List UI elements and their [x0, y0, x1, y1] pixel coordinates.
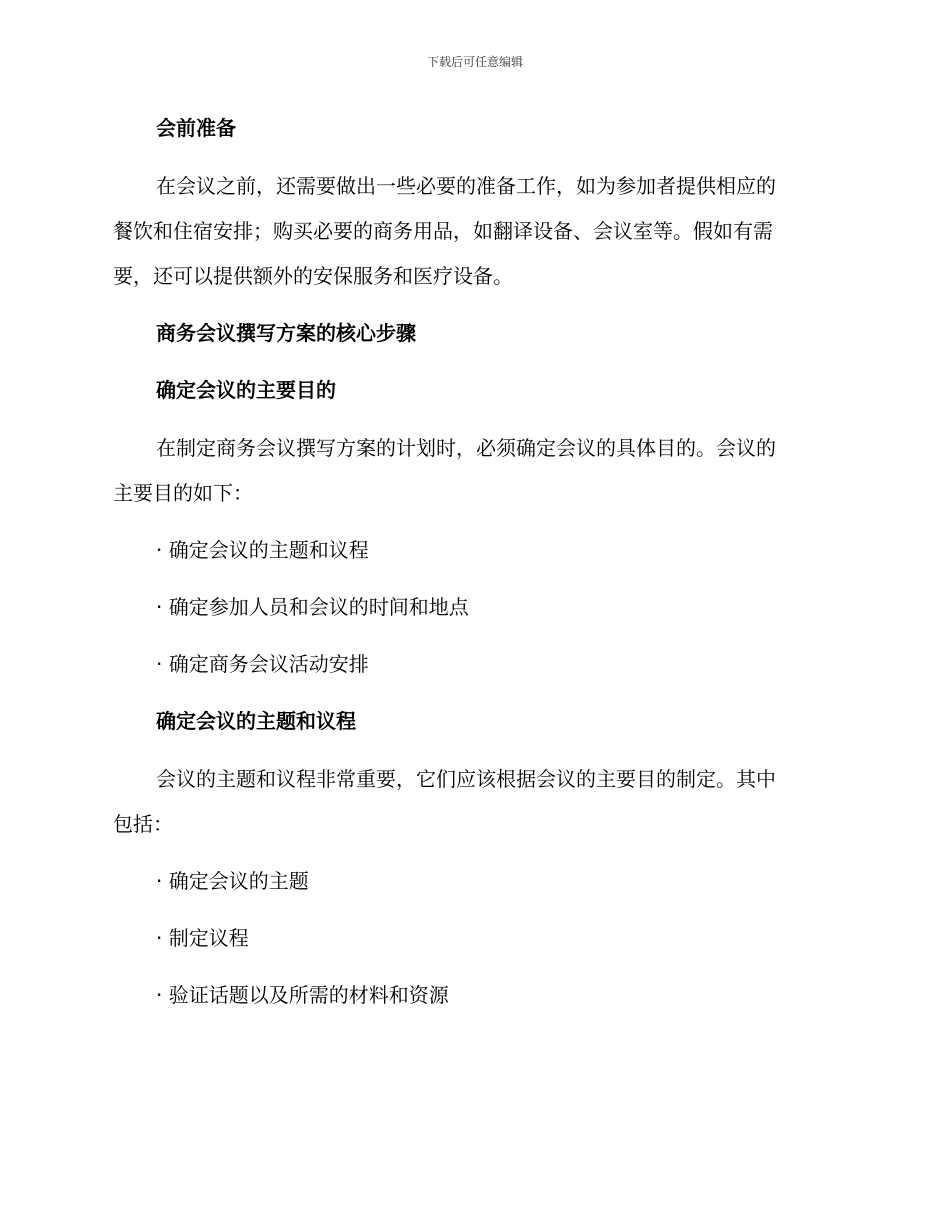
- heading-meeting-preparation: 会前准备: [156, 116, 236, 140]
- page-header: 下载后可任意编辑: [426, 55, 523, 69]
- paragraph-line: 要，还可以提供额外的安保服务和医疗设备。: [113, 264, 513, 288]
- list-item: · 确定参加人员和会议的时间和地点: [156, 595, 469, 619]
- list-item: · 验证话题以及所需的材料和资源: [156, 983, 449, 1007]
- heading-theme-agenda: 确定会议的主题和议程: [156, 709, 356, 733]
- paragraph-line: 会议的主题和议程非常重要，它们应该根据会议的主要目的制定。其中: [156, 767, 776, 791]
- list-item: · 确定会议的主题和议程: [156, 538, 369, 562]
- paragraph-line: 餐饮和住宿安排；购买必要的商务用品，如翻译设备、会议室等。假如有需: [113, 219, 773, 243]
- list-item: · 确定商务会议活动安排: [156, 652, 369, 676]
- paragraph-line: 在制定商务会议撰写方案的计划时，必须确定会议的具体目的。会议的: [156, 436, 776, 460]
- heading-main-purpose: 确定会议的主要目的: [156, 378, 336, 402]
- paragraph-line: 包括：: [113, 812, 173, 836]
- paragraph-line: 在会议之前，还需要做出一些必要的准备工作，如为参加者提供相应的: [156, 174, 776, 198]
- heading-core-steps: 商务会议撰写方案的核心步骤: [156, 321, 416, 345]
- paragraph-line: 主要目的如下：: [113, 481, 253, 505]
- list-item: · 制定议程: [156, 926, 249, 950]
- list-item: · 确定会议的主题: [156, 869, 309, 893]
